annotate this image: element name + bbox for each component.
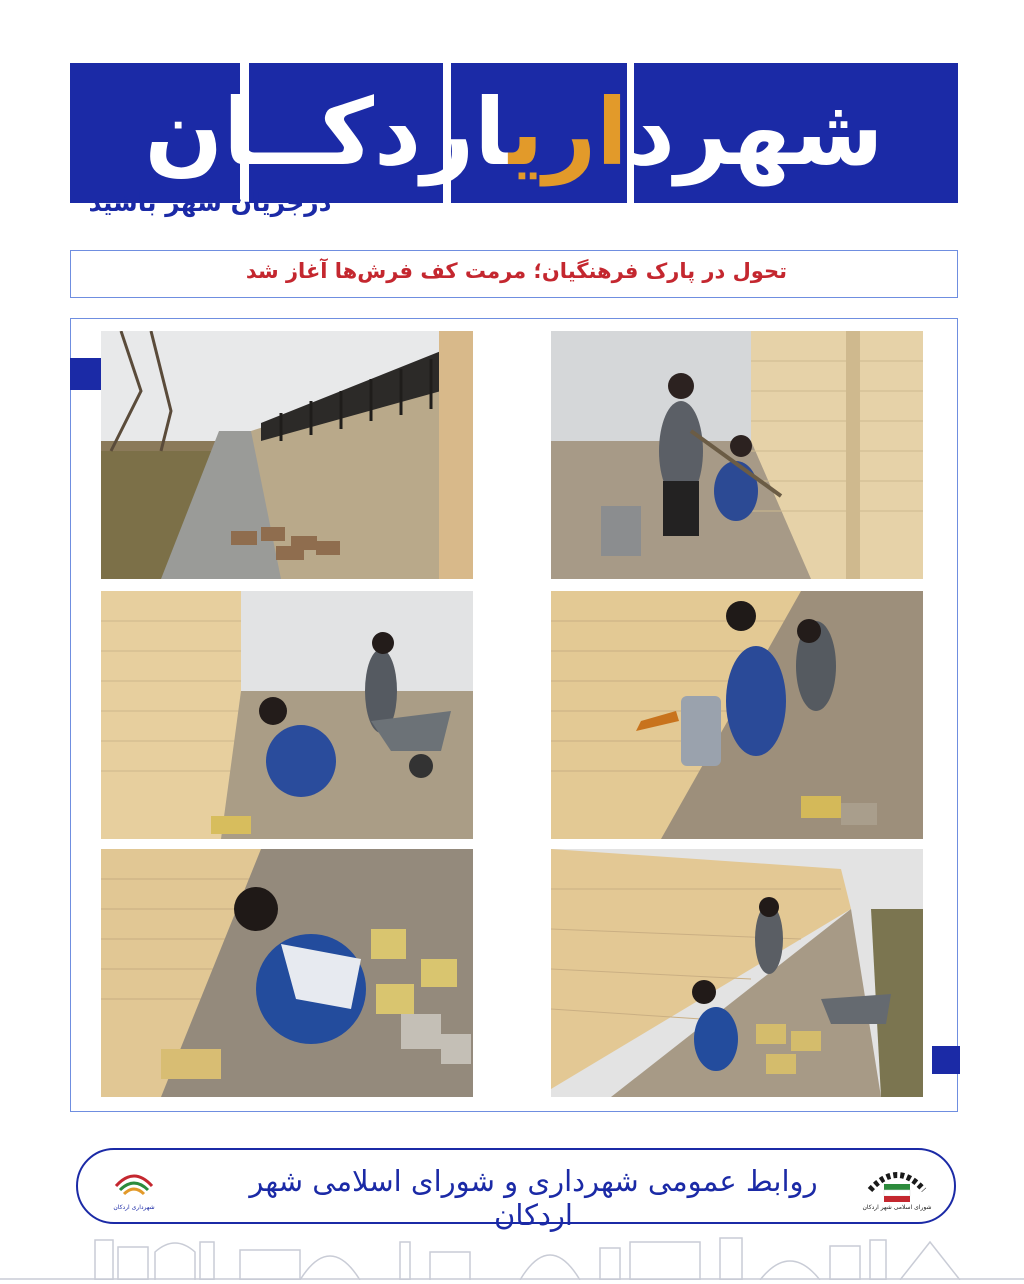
city-skyline-illustration (0, 1212, 1024, 1280)
masthead-title-part: اردکــان (144, 79, 509, 186)
headline-text: تحول در پارک فرهنگیان؛ مرمت کف فرش‌ها آغاز شد (245, 259, 787, 283)
tagline: درجریان شهر باشید (88, 188, 332, 217)
municipality-logo-icon (108, 1164, 160, 1211)
panel-tab-marker (932, 1046, 960, 1074)
masthead-title (70, 63, 958, 203)
photo-worker-laying-tiles (101, 849, 473, 1097)
headline-box (70, 250, 958, 298)
photo-workers-wall (551, 849, 923, 1097)
council-emblem-caption: شورای اسلامی شهر اردکان (862, 1204, 932, 1211)
photo-walkway (101, 331, 473, 579)
council-emblem-icon (864, 1160, 930, 1212)
panel-tab-marker (70, 358, 102, 390)
photo-worker-wheelbarrow (101, 591, 473, 839)
photo-worker-bucket (551, 591, 923, 839)
footer-text: روابط عمومی شهرداری و شورای اسلامی شهر اردکان (249, 1164, 818, 1232)
municipality-logo-caption: شهرداری اردکان (113, 1204, 155, 1211)
masthead-title-part: شهرد (627, 79, 884, 186)
masthead-title-accent: اری (508, 79, 628, 186)
photo-workers-shovel (551, 331, 923, 579)
